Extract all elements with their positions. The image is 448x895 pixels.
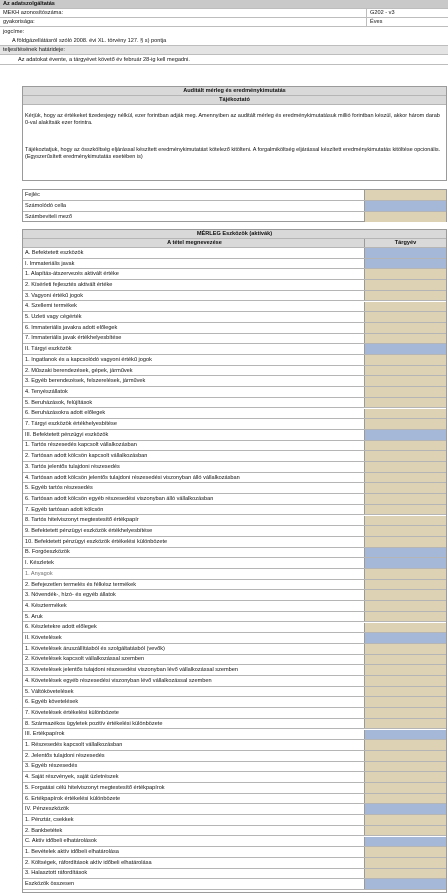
input-value-cell[interactable] — [364, 719, 446, 729]
row-label: III. Befektetett pénzügyi eszközök — [25, 431, 109, 438]
input-value-cell[interactable] — [364, 302, 446, 312]
row-label: 2. Követelések kapcsolt vállalkozással szemben — [25, 656, 145, 663]
table-row — [23, 537, 446, 548]
input-value-cell[interactable] — [364, 858, 446, 868]
header-title — [0, 0, 448, 9]
input-value-cell[interactable] — [364, 762, 446, 772]
row-label: 7. Tárgyi eszközök értékhelyesbítése — [25, 421, 117, 428]
table-row — [23, 280, 446, 291]
legend-header-label: Fejléc — [25, 192, 40, 198]
table-row — [23, 387, 446, 398]
legend-box — [22, 189, 447, 222]
input-value-cell[interactable] — [364, 847, 446, 857]
frequency-value-cell[interactable] — [366, 18, 448, 26]
row-label: 3. Vagyoni értékű jogok — [25, 292, 84, 299]
table-row — [23, 762, 446, 773]
table-row — [23, 473, 446, 484]
row-label: 4. Szellemi termékek — [25, 303, 77, 310]
row-label: 7. Követelések értékelési különbözete — [25, 709, 119, 716]
input-value-cell[interactable] — [364, 462, 446, 472]
row-label: A. Befektetett eszközök — [25, 249, 84, 256]
table-row — [23, 291, 446, 302]
table-row — [23, 548, 446, 559]
computed-value-cell — [364, 558, 446, 568]
computed-value-cell — [364, 259, 446, 269]
column-header-year: Tárgyév — [364, 239, 446, 247]
input-value-cell[interactable] — [364, 665, 446, 675]
info-section-title-text: Auditált mérleg és eredménykimutatás — [183, 88, 286, 94]
row-label: 8. Tartós hitelviszonyt megtestesítő értékpapír — [25, 517, 139, 524]
input-value-cell[interactable] — [364, 708, 446, 718]
row-label: I. Készletek — [25, 560, 54, 567]
deadline-value-row — [0, 55, 448, 65]
table-row — [23, 248, 446, 259]
row-label: 5. Beruházások, felújítások — [25, 399, 93, 406]
input-value-cell[interactable] — [364, 869, 446, 879]
frequency-row — [0, 18, 448, 27]
row-label: 1. Részesedés kapcsolt vállalkozásban — [25, 742, 123, 749]
input-value-cell[interactable] — [364, 366, 446, 376]
computed-value-cell — [364, 430, 446, 440]
mekh-id-value: G202 - v3 — [370, 10, 395, 16]
row-label: 1. Anyagok — [25, 570, 53, 577]
legend-input-swatch — [364, 212, 446, 222]
table-row — [23, 580, 446, 591]
table-row — [23, 302, 446, 313]
input-value-cell[interactable] — [364, 419, 446, 429]
legend-row-header — [23, 190, 446, 201]
input-value-cell[interactable] — [364, 751, 446, 761]
table-row — [23, 323, 446, 334]
input-value-cell[interactable] — [364, 291, 446, 301]
row-label: IV. Pénzeszközök — [25, 806, 69, 813]
legend-input-label: Számbeviteli mező — [25, 214, 72, 220]
input-value-cell[interactable] — [364, 569, 446, 579]
row-label: 6. Értékpapírok értékelési különbözete — [25, 795, 121, 802]
input-value-cell[interactable] — [364, 590, 446, 600]
table-row — [23, 879, 446, 890]
balance-sheet-table — [22, 229, 447, 893]
column-header-item: A tétel megnevezése — [167, 240, 222, 246]
table-row — [23, 858, 446, 869]
computed-value-cell — [364, 344, 446, 354]
table-row — [23, 366, 446, 377]
input-value-cell[interactable] — [364, 441, 446, 451]
input-value-cell[interactable] — [364, 815, 446, 825]
input-value-cell[interactable] — [364, 269, 446, 279]
table-row — [23, 569, 446, 580]
row-label: 4. Követelések egyéb részesedési viszonyban lévő vállalkozással szemben — [25, 677, 212, 684]
table-row — [23, 708, 446, 719]
row-label: 8. Származékos ügyletek pozitív értékelési különbözete — [25, 720, 163, 727]
table-row — [23, 601, 446, 612]
table-row — [23, 783, 446, 794]
input-value-cell[interactable] — [364, 473, 446, 483]
input-value-cell[interactable] — [364, 644, 446, 654]
table-row — [23, 355, 446, 366]
mekh-id-label: MEKH azonosítószáma: — [3, 10, 64, 16]
table-row — [23, 740, 446, 751]
input-value-cell[interactable] — [364, 494, 446, 504]
input-value-cell[interactable] — [364, 409, 446, 419]
input-value-cell[interactable] — [364, 826, 446, 836]
deadline-label-row — [0, 46, 448, 55]
row-label: II. Követelések — [25, 635, 62, 642]
computed-value-cell — [364, 548, 446, 558]
input-value-cell[interactable] — [364, 783, 446, 793]
table-row — [23, 804, 446, 815]
row-label: B. Forgóeszközök — [25, 549, 70, 556]
table-row — [23, 687, 446, 698]
table-row — [23, 815, 446, 826]
table-row — [23, 451, 446, 462]
legend-row-computed — [23, 201, 446, 212]
table-row — [23, 259, 446, 270]
table-row — [23, 483, 446, 494]
table-row — [23, 419, 446, 430]
row-label: 1. Alapítás-átszervezés aktivált értéke — [25, 271, 119, 278]
table-row — [23, 590, 446, 601]
row-label: 3. Követelések jelentős tulajdoni részesedési viszonyban lévő vállalkozással szemben — [25, 667, 238, 674]
legal-basis-label: jogcíme: — [3, 28, 25, 35]
legal-basis-value: A földgázellátásról szóló 2008. évi XL. törvény 127. § s) pontja — [12, 37, 167, 44]
table-row — [23, 847, 446, 858]
row-label: Eszközök összesen — [25, 881, 75, 888]
table-row — [23, 462, 446, 473]
row-label: 3. Egyéb részesedés — [25, 763, 78, 770]
row-label: 7. Immateriális javak értékhelyesbítése — [25, 335, 122, 342]
input-value-cell[interactable] — [364, 387, 446, 397]
frequency-value: Éves — [370, 19, 383, 25]
row-label: 4. Tenyészállatok — [25, 388, 68, 395]
table-row — [23, 516, 446, 527]
header-title-text: Az adatszolgáltatás — [3, 1, 55, 7]
input-value-cell[interactable] — [364, 740, 446, 750]
row-label: 6. Immateriális javakra adott előlegek — [25, 324, 118, 331]
table-row — [23, 869, 446, 880]
legal-basis-value-row — [0, 36, 448, 46]
table-row — [23, 505, 446, 516]
info-subtitle-text: Tájékoztató — [219, 97, 250, 103]
balance-title-text: MÉRLEG Eszközök (aktívák) — [196, 231, 273, 237]
row-label: 1. Ingatlanok és a kapcsolódó vagyoni értékű jogok — [25, 356, 152, 363]
input-value-cell[interactable] — [364, 537, 446, 547]
input-value-cell[interactable] — [364, 601, 446, 611]
table-row — [23, 623, 446, 634]
row-label: 3. Halasztott ráfordítások — [25, 870, 88, 877]
input-value-cell[interactable] — [364, 526, 446, 536]
row-label: 5. Egyéb tartós részesedés — [25, 485, 93, 492]
input-value-cell[interactable] — [364, 772, 446, 782]
input-value-cell[interactable] — [364, 398, 446, 408]
row-label: 6. Tartósan adott kölcsön egyéb részesedési viszonyban álló vállalkozásban — [25, 495, 214, 502]
row-label: I. Immateriális javak — [25, 260, 75, 267]
computed-value-cell — [364, 804, 446, 814]
row-label: 6. Egyéb követelések — [25, 699, 79, 706]
row-label: C. Aktív időbeli elhatárolások — [25, 838, 97, 845]
computed-value-cell — [364, 879, 446, 889]
row-label: 5. Forgatási célú hitelviszonyt megtestesítő értékpapírok — [25, 784, 165, 791]
row-label: 2. Kísérleti fejlesztés aktivált értéke — [25, 281, 113, 288]
table-row — [23, 655, 446, 666]
table-row — [23, 526, 446, 537]
table-row — [23, 376, 446, 387]
input-value-cell[interactable] — [364, 687, 446, 697]
info-paragraph-1: Kérjük, hogy az értékeket tizedesjegy nélkül, ezer forintban adják meg. Amennyiben az auditált mérleg és eredménykimutatásuk millió forintban készül, akkor három darab 0-val alakítsák ezer forintra. — [25, 113, 440, 127]
table-row — [23, 269, 446, 280]
table-row — [23, 334, 446, 345]
row-label: III. Értékpapírok — [25, 731, 65, 738]
input-value-cell[interactable] — [364, 280, 446, 290]
input-value-cell[interactable] — [364, 355, 446, 365]
table-row — [23, 430, 446, 441]
row-label: 9. Befektetett pénzügyi eszközök értékhelyesbítése — [25, 528, 153, 535]
input-value-cell[interactable] — [364, 334, 446, 344]
row-label: 7. Egyéb tartósan adott kölcsön — [25, 506, 104, 513]
input-value-cell[interactable] — [364, 451, 446, 461]
balance-title — [23, 230, 446, 239]
table-row — [23, 730, 446, 741]
table-row — [23, 826, 446, 837]
input-value-cell[interactable] — [364, 655, 446, 665]
computed-value-cell — [364, 837, 446, 847]
table-row — [23, 612, 446, 623]
row-label: 2. Bankbetétek — [25, 827, 63, 834]
input-value-cell[interactable] — [364, 323, 446, 333]
row-label: 1. Bevételek aktív időbeli elhatárolása — [25, 849, 119, 856]
input-value-cell[interactable] — [364, 516, 446, 526]
info-subtitle — [23, 96, 446, 105]
input-value-cell[interactable] — [364, 376, 446, 386]
row-label: 2. Tartósan adott kölcsön kapcsolt vállalkozásban — [25, 453, 148, 460]
row-label: 1. Követelések áruszállításból és szolgáltatásból (vevők) — [25, 645, 165, 652]
table-row — [23, 837, 446, 848]
mekh-id-value-cell[interactable] — [366, 9, 448, 17]
table-row — [23, 398, 446, 409]
mekh-id-row — [0, 9, 448, 18]
info-box — [22, 86, 447, 181]
row-label: 3. Növendék-, hízó- és egyéb állatok — [25, 592, 116, 599]
table-row — [23, 772, 446, 783]
input-value-cell[interactable] — [364, 676, 446, 686]
table-row — [23, 676, 446, 687]
table-row — [23, 633, 446, 644]
row-label: 2. Költségek, ráfordítások aktív időbeli elhatárolása — [25, 859, 152, 866]
row-label: 10. Befektetett pénzügyi eszközök értékelési különbözete — [25, 538, 168, 545]
row-label: 4. Késztermékek — [25, 602, 67, 609]
row-label: 6. Beruházásokra adott előlegek — [25, 410, 106, 417]
row-label: 3. Tartós jelentős tulajdoni részesedés — [25, 463, 120, 470]
input-value-cell[interactable] — [364, 697, 446, 707]
legend-row-input — [23, 212, 446, 222]
legend-computed-label: Számolódó cella — [25, 203, 67, 209]
frequency-label: gyakorisága: — [3, 19, 35, 25]
balance-column-headers — [23, 239, 446, 248]
row-label: 1. Tartós részesedés kapcsolt vállalkozásban — [25, 442, 137, 449]
table-row — [23, 494, 446, 505]
row-label: 4. Saját részvények, saját üzletrészek — [25, 774, 119, 781]
row-label: 3. Egyéb berendezések, felszerelések, járművek — [25, 378, 146, 385]
input-value-cell[interactable] — [364, 794, 446, 804]
deadline-value: Az adatokat évente, a tárgyévet követő év február 28-ig kell megadni. — [18, 56, 190, 63]
table-row — [23, 665, 446, 676]
computed-value-cell — [364, 248, 446, 258]
table-row — [23, 697, 446, 708]
computed-value-cell — [364, 730, 446, 740]
table-row — [23, 558, 446, 569]
row-label: 5. Üzleti vagy cégérték — [25, 314, 82, 321]
row-label: 4. Tartósan adott kölcsön jelentős tulajdoni részesedési viszonyban álló vállalkozásban — [25, 474, 240, 481]
row-label: 2. Jelentős tulajdoni részesedés — [25, 752, 105, 759]
table-row — [23, 344, 446, 355]
table-row — [23, 719, 446, 730]
table-row — [23, 751, 446, 762]
row-label: 1. Pénztár, csekkek — [25, 816, 74, 823]
row-label: 6. Készletekre adott előlegek — [25, 624, 97, 631]
info-section-title — [23, 87, 446, 96]
input-value-cell[interactable] — [364, 580, 446, 590]
deadline-label: teljesítésének határideje: — [3, 47, 65, 53]
row-label: 2. Műszaki berendezések, gépek, járművek — [25, 367, 133, 374]
input-value-cell[interactable] — [364, 483, 446, 493]
table-row — [23, 312, 446, 323]
table-row — [23, 409, 446, 420]
legend-computed-swatch — [364, 201, 446, 211]
input-value-cell[interactable] — [364, 505, 446, 515]
computed-value-cell — [364, 633, 446, 643]
row-label: 2. Befejezetlen termelés és félkész termékek — [25, 581, 136, 588]
row-label: II. Tárgyi eszközök — [25, 346, 72, 353]
row-label: 5. Váltókövetelések — [25, 688, 74, 695]
input-value-cell[interactable] — [364, 312, 446, 322]
legend-header-swatch — [364, 190, 446, 200]
row-label: 5. Áruk — [25, 613, 43, 620]
input-value-cell[interactable] — [364, 623, 446, 633]
input-value-cell[interactable] — [364, 612, 446, 622]
table-row — [23, 794, 446, 805]
table-row — [23, 441, 446, 452]
legal-basis-label-row — [0, 27, 448, 36]
table-row — [23, 644, 446, 655]
info-paragraph-2: Tájékoztatjuk, hogy az összköltség eljárással készített eredménykimutatást kötelező kitölteni. A forgalmiköltség eljárással készített eredménykimutatás kitöltése opcionális. (Egyszerűsített eredménykimutatás esetében is) — [25, 147, 441, 161]
